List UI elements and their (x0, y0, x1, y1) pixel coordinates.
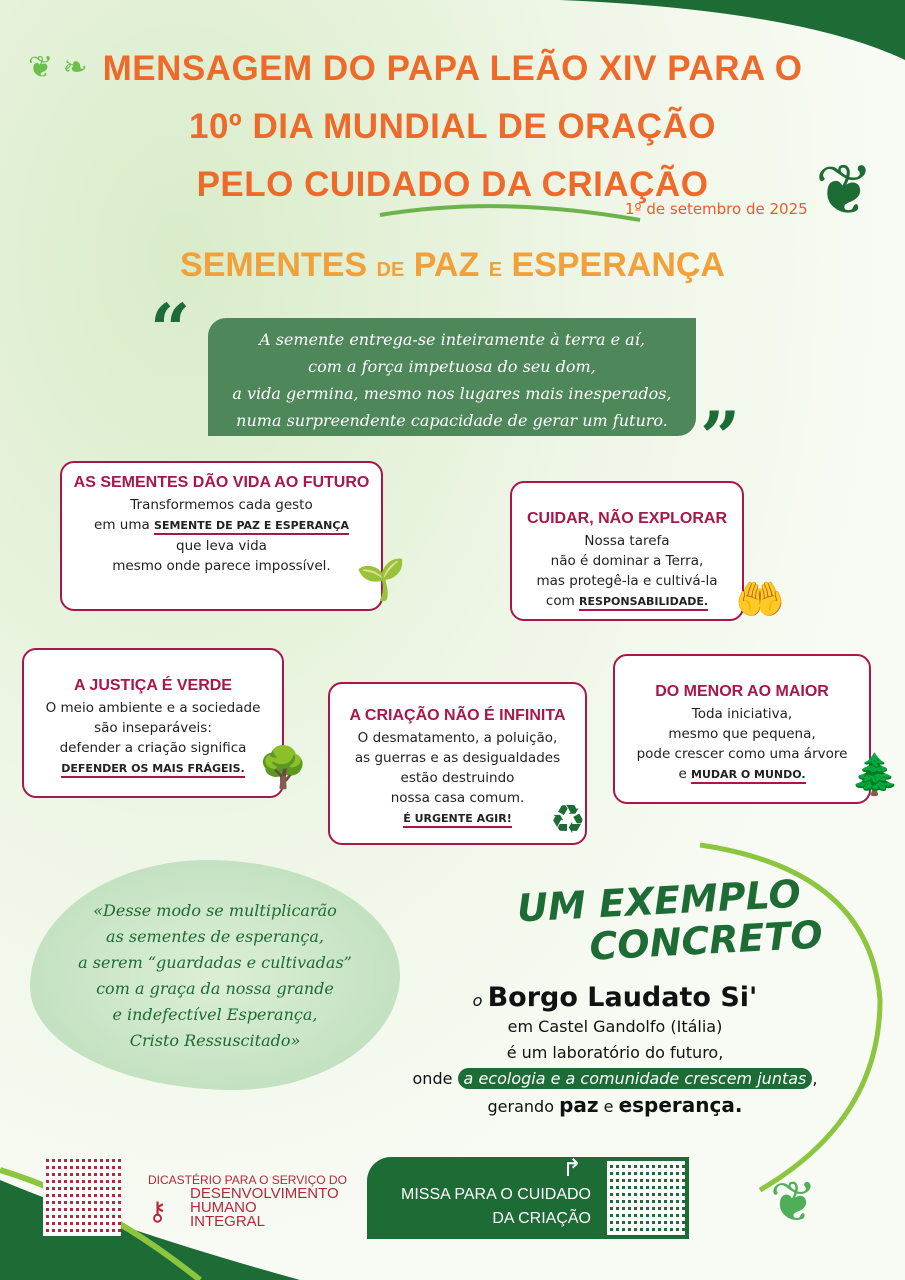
subtitle: SEMENTES DE PAZ E ESPERANÇA (180, 246, 725, 284)
butterflies-icon: ❦ ❧ (28, 50, 88, 85)
growing-tree-icon: 🌲 (850, 752, 900, 798)
sprout-icon: 🌱 (356, 557, 406, 603)
leaves-icon: ❦ (770, 1170, 817, 1235)
qr-code-dicastery[interactable] (43, 1158, 121, 1236)
card-creation: A CRIAÇÃO NÃO É INFINITA O desmatamento, a poluição, as guerras e as desigualdades estão destruindo nossa casa comum. É URGENTE AGIR! (328, 682, 587, 845)
qr-code-missa[interactable] (607, 1161, 685, 1235)
example-heading: UM EXEMPLO CONCRETO (515, 871, 824, 969)
poster-title: MENSAGEM DO PAPA LEÃO XIV PARA O 10º DIA MUNDIAL DE ORAÇÃO PELO CUIDADO DA CRIAÇÃO (102, 49, 803, 204)
tree-dome-icon: 🌳 (258, 745, 308, 791)
recycle-earth-icon: ♻ (550, 797, 586, 843)
borgo-text: o Borgo Laudato Si' em Castel Gandolfo (Itália) é um laboratório do futuro, onde a ecologia e a comunidade crescem juntas , gerando paz e esperança. (412, 982, 818, 1117)
date: 1º de setembro de 2025 (625, 200, 808, 218)
dicastery-logo: DICASTÉRIO PARA O SERVIÇO DO ⚷ DESENVOLVIMENTO HUMANO INTEGRAL (148, 1173, 347, 1235)
keys-icon: ⚷ (148, 1196, 168, 1226)
quote-box: A semente entrega-se inteiramente à terra e aí, com a força impetuosa do seu dom, a vida germina, mesmo nos lugares mais inesperados, numa surpreendente capacidade de gerar um futuro. (208, 318, 696, 436)
leaf-logo-icon: ❦ (815, 149, 874, 231)
arrow-icon: ↱ (562, 1155, 583, 1182)
card-smaller: DO MENOR AO MAIOR Toda iniciativa, mesmo que pequena, pode crescer como uma árvore e MUDAR O MUNDO. (613, 654, 871, 804)
missa-box[interactable]: ↱ MISSA PARA O CUIDADO DA CRIAÇÃO (367, 1157, 689, 1239)
hands-earth-icon: 🤲 (735, 577, 785, 623)
card-care: CUIDAR, NÃO EXPLORAR Nossa tarefa não é dominar a Terra, mas protegê-la e cultivá-la com RESPONSABILIDADE. (510, 481, 744, 621)
card-seeds: AS SEMENTES DÃO VIDA AO FUTURO Transformemos cada gesto em uma SEMENTE DE PAZ E ESPERANÇA que leva vida mesmo onde parece impossível. (60, 461, 383, 611)
close-quote-icon: ” (700, 396, 741, 479)
open-quote-icon: “ (150, 288, 191, 371)
card-justice: A JUSTIÇA É VERDE O meio ambiente e a sociedade são inseparáveis: defender a criação significa DEFENDER OS MAIS FRÁGEIS. (22, 648, 284, 798)
cloud-quote: «Desse modo se multiplicarão as sementes de esperança, a serem “guardadas e cultivadas” com a graça da nossa grande e indefectível Esperança, Cristo Ressuscitado» (30, 860, 400, 1090)
